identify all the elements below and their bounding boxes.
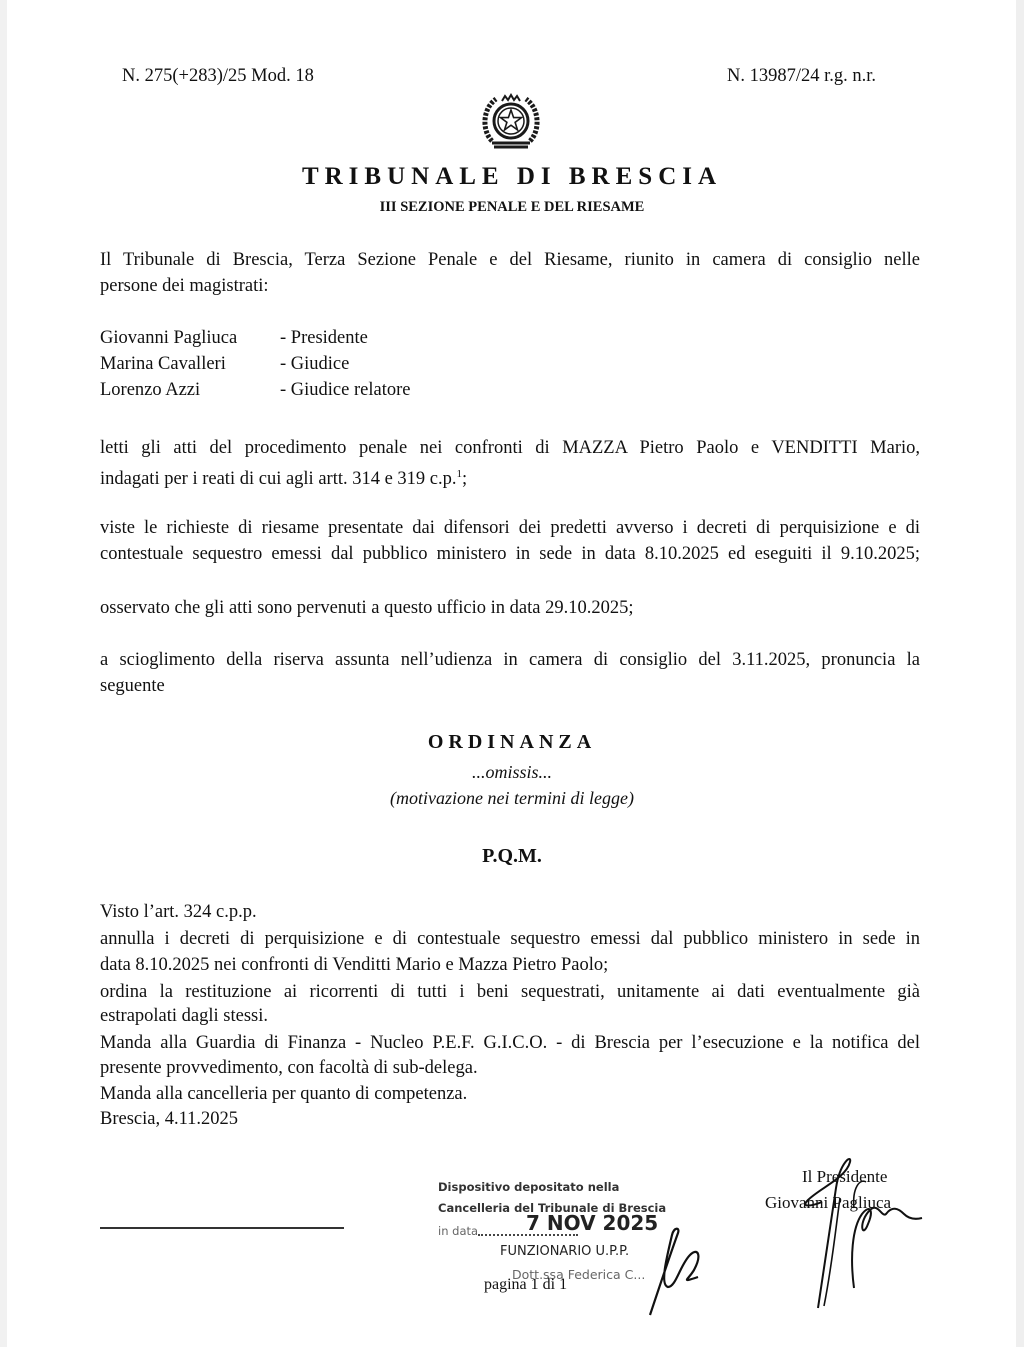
stamp-line-2: Cancelleria del Tribunale di Brescia [438, 1201, 667, 1215]
judge-name: Lorenzo Azzi [100, 380, 201, 400]
omissis-text: ...omissis... [471, 762, 552, 782]
footnote-marker[interactable]: 1 [456, 468, 463, 480]
officer-signature-icon [640, 1225, 720, 1320]
recital-scioglimento-line-2: seguente [100, 676, 165, 696]
motivazione-text: (motivazione nei termini di legge) [390, 788, 634, 808]
recital-viste-line-2: contestuale sequestro emessi dal pubblico ministero in sede in data 8.10.2025 ed eseguiti il 9.10.2025; [100, 544, 920, 564]
dispositivo-visto: Visto l’art. 324 c.p.p. [100, 902, 257, 922]
registry-number-left: N. 275(+283)/25 Mod. 18 [122, 66, 314, 86]
dispositivo-annulla-line-1: annulla i decreti di perquisizione e di contestuale sequestro emessi dal pubblico ministero in sede in [100, 929, 920, 949]
stamp-officer-title: FUNZIONARIO U.P.P. [500, 1244, 630, 1259]
dispositivo-ordina-line-1: ordina la restituzione ai ricorrenti di tutti i beni sequestrati, unitamente ai dati eventualmente già [100, 982, 920, 1002]
stamp-date: 7 NOV 2025 [526, 1211, 659, 1235]
recital-letti-text: indagati per i reati di cui agli artt. 314 e 319 c.p. [100, 469, 457, 490]
court-title: TRIBUNALE DI BRESCIA [301, 163, 723, 190]
footnote-separator [100, 1227, 344, 1229]
signature-name: Giovanni Pagliuca [765, 1193, 892, 1212]
judge-role: - Giudice relatore [280, 380, 411, 400]
recital-scioglimento-line-1: a scioglimento della riserva assunta nell’udienza in camera di consiglio del 3.11.2025, pronuncia la [100, 650, 920, 670]
stamp-officer-name: Dott.ssa Federica C... [512, 1267, 646, 1282]
recital-osservato: osservato che gli atti sono pervenuti a questo ufficio in data 29.10.2025; [100, 598, 634, 618]
stamp-line-1: Dispositivo depositato nella [438, 1180, 620, 1194]
italian-republic-emblem-icon [478, 91, 544, 153]
recital-letti-line-2 [100, 461, 920, 492]
court-section: III SEZIONE PENALE E DEL RIESAME [379, 199, 645, 215]
dispositivo-ordina-line-2: estrapolati dagli stessi. [100, 1006, 269, 1026]
intro-line-2: persone dei magistrati: [100, 276, 269, 296]
registry-number-right: N. 13987/24 r.g. n.r. [727, 66, 877, 86]
judge-name: Giovanni Pagliuca [100, 328, 238, 348]
dispositivo-manda-gdf-line-1: Manda alla Guardia di Finanza - Nucleo P.E.F. G.I.C.O. - di Brescia per l’esecuzione e la notifica del [100, 1033, 920, 1053]
recital-letti-end: ; [462, 469, 468, 490]
place-and-date: Brescia, 4.11.2025 [100, 1109, 239, 1129]
recital-letti-line-1: letti gli atti del procedimento penale nei confronti di MAZZA Pietro Paolo e VENDITTI Mario, [100, 438, 920, 458]
dispositivo-manda-cancelleria: Manda alla cancelleria per quanto di competenza. [100, 1084, 468, 1104]
judge-role: - Giudice [280, 354, 350, 374]
page-number: pagina 1 di 1 [484, 1276, 568, 1293]
judge-name: Marina Cavalleri [100, 354, 226, 374]
judge-role: - Presidente [280, 328, 368, 348]
dispositivo-manda-gdf-line-2: presente provvedimento, con facoltà di sub-delega. [100, 1058, 478, 1078]
recital-viste-line-1: viste le richieste di riesame presentate dai difensori dei predetti avverso i decreti di perquisizione e di [100, 518, 920, 538]
signature-title: Il Presidente [802, 1167, 888, 1186]
intro-line-1: Il Tribunale di Brescia, Terza Sezione Penale e del Riesame, riunito in camera di consiglio nelle [100, 250, 920, 270]
ordinanza-title: ORDINANZA [427, 731, 597, 753]
dispositivo-annulla-line-2: data 8.10.2025 nei confronti di Venditti Mario e Mazza Pietro Paolo; [100, 955, 609, 975]
stamp-in-data-label: in data [438, 1224, 479, 1238]
pqm-heading: P.Q.M. [482, 845, 542, 867]
